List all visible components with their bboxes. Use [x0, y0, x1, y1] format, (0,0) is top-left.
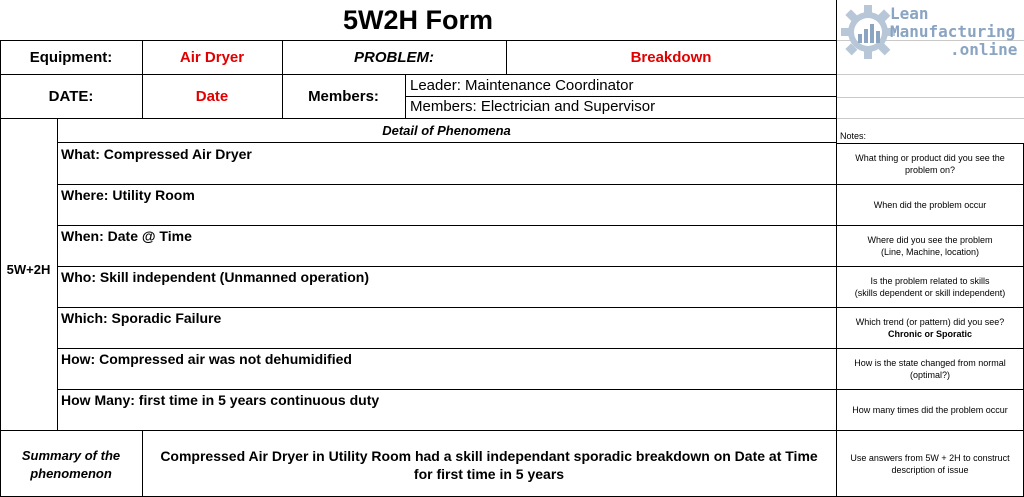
row-what: What: Compressed Air Dryer [61, 146, 252, 162]
side-label-5w2h: 5W+2H [6, 262, 51, 277]
equipment-value: Air Dryer [179, 49, 245, 66]
logo-line-2: Manufacturing [890, 22, 1016, 41]
problem-label: PROBLEM: [354, 49, 434, 66]
note-who: Is the problem related to skills (skills dependent or skill independent) [854, 276, 1006, 298]
summary-label [0, 447, 142, 483]
members-label: Members: [308, 88, 379, 105]
date-value: Date [195, 88, 229, 105]
leader-line: Leader: Maintenance Coordinator [410, 77, 634, 94]
row-which: Which: Sporadic Failure [61, 310, 222, 326]
note-where: Where did you see the problem (Line, Machine, location) [867, 235, 993, 257]
note-what: What thing or product did you see the problem on? [855, 153, 1005, 175]
logo-line-3: .online [950, 40, 1018, 59]
form-title: 5W2H Form [342, 4, 494, 35]
gear-chart-icon [838, 1, 898, 63]
summary-label-line-2: phenomenon [30, 466, 112, 481]
equipment-label: Equipment: [29, 49, 113, 66]
lean-manufacturing-logo [838, 1, 1023, 67]
summary-label-line-1: Summary of the [21, 448, 121, 463]
detail-header: Detail of Phenomena [382, 123, 511, 138]
row-how: How: Compressed air was not dehumidified [61, 351, 352, 367]
note-which: Which trend (or pattern) did you see? Chronic or Sporatic [855, 317, 1005, 339]
note-summary: Use answers from 5W + 2H to construct description of issue [850, 452, 1010, 475]
date-label: DATE: [48, 88, 94, 105]
row-when: When: Date @ Time [61, 228, 192, 244]
note-how: How is the state changed from normal (optimal?) [854, 358, 1006, 380]
note-how-many: How many times did the problem occur [852, 405, 1008, 415]
summary-text [142, 447, 836, 483]
row-who: Who: Skill independent (Unmanned operation) [61, 269, 369, 285]
summary-text-line-1: Compressed Air Dryer in Utility Room had a skill independant sporadic breakdown on Date at Time [160, 448, 818, 464]
logo-line-1: Lean [890, 4, 929, 23]
notes-header: Notes: [840, 131, 867, 141]
row-where: Where: Utility Room [61, 187, 195, 203]
problem-value: Breakdown [630, 49, 712, 66]
row-how-many: How Many: first time in 5 years continuous duty [61, 392, 380, 408]
note-when: When did the problem occur [873, 200, 987, 210]
summary-text-line-2: for first time in 5 years [413, 466, 565, 482]
members-line: Members: Electrician and Supervisor [410, 98, 656, 115]
